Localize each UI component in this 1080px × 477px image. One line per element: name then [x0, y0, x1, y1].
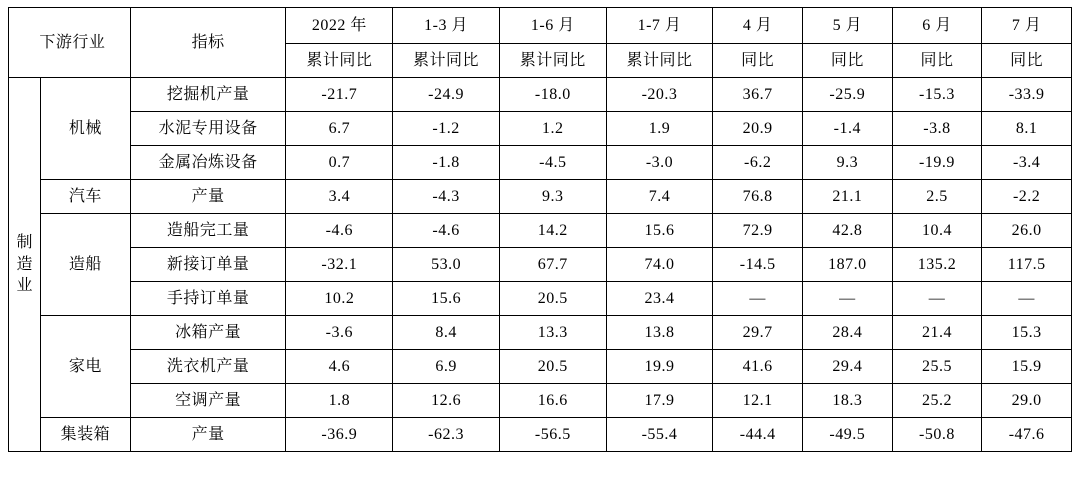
table-row	[9, 384, 1072, 418]
indicator-refrigerator-output: 冰箱产量	[130, 316, 286, 350]
header-sector-label: 下游行业	[9, 8, 131, 78]
spine-manufacturing	[9, 78, 41, 452]
cell-value: 41.6	[713, 350, 803, 384]
cell-value: 9.3	[499, 180, 606, 214]
cell-value: -21.7	[286, 78, 393, 112]
cell-value: —	[713, 282, 803, 316]
cell-value: -62.3	[393, 418, 500, 452]
cell-value: 36.7	[713, 78, 803, 112]
cell-value: 16.6	[499, 384, 606, 418]
cell-value: -24.9	[393, 78, 500, 112]
cell-value: —	[892, 282, 982, 316]
header-period-0: 2022 年	[286, 8, 393, 44]
cell-value: 29.0	[982, 384, 1072, 418]
cell-value: 74.0	[606, 248, 713, 282]
cell-value: 15.9	[982, 350, 1072, 384]
cell-value: -55.4	[606, 418, 713, 452]
indicator-metal-smelting-equipment: 金属冶炼设备	[130, 146, 286, 180]
cell-value: -4.3	[393, 180, 500, 214]
header-measure-1: 累计同比	[393, 44, 500, 78]
cell-value: -47.6	[982, 418, 1072, 452]
indicator-output: 产量	[130, 180, 286, 214]
cell-value: -18.0	[499, 78, 606, 112]
cell-value: 13.3	[499, 316, 606, 350]
cell-value: -3.6	[286, 316, 393, 350]
cell-value: 1.2	[499, 112, 606, 146]
cell-value: 26.0	[982, 214, 1072, 248]
cell-value: 2.5	[892, 180, 982, 214]
table-row	[9, 78, 1072, 112]
sector-shipbuilding: 造船	[41, 214, 131, 316]
cell-value: 42.8	[803, 214, 893, 248]
cell-value: 20.9	[713, 112, 803, 146]
cell-value: 7.4	[606, 180, 713, 214]
cell-value: -19.9	[892, 146, 982, 180]
cell-value: -56.5	[499, 418, 606, 452]
cell-value: 72.9	[713, 214, 803, 248]
cell-value: 17.9	[606, 384, 713, 418]
table-row	[9, 214, 1072, 248]
cell-value: 135.2	[892, 248, 982, 282]
cell-value: 3.4	[286, 180, 393, 214]
sector-machinery: 机械	[41, 78, 131, 180]
header-indicator-label: 指标	[130, 8, 286, 78]
cell-value: 20.5	[499, 350, 606, 384]
header-period-6: 6 月	[892, 8, 982, 44]
table-row	[9, 282, 1072, 316]
header-measure-4: 同比	[713, 44, 803, 78]
indicator-output: 产量	[130, 418, 286, 452]
cell-value: 15.6	[606, 214, 713, 248]
header-measure-3: 累计同比	[606, 44, 713, 78]
header-measure-7: 同比	[982, 44, 1072, 78]
cell-value: 23.4	[606, 282, 713, 316]
cell-value: 25.5	[892, 350, 982, 384]
cell-value: -49.5	[803, 418, 893, 452]
cell-value: -32.1	[286, 248, 393, 282]
header-measure-2: 累计同比	[499, 44, 606, 78]
cell-value: -20.3	[606, 78, 713, 112]
cell-value: -4.6	[393, 214, 500, 248]
table-row	[9, 146, 1072, 180]
cell-value: 12.6	[393, 384, 500, 418]
table-row	[9, 180, 1072, 214]
cell-value: 21.1	[803, 180, 893, 214]
cell-value: 14.2	[499, 214, 606, 248]
cell-value: 15.3	[982, 316, 1072, 350]
cell-value: -14.5	[713, 248, 803, 282]
header-row-periods	[9, 8, 1072, 44]
table-header	[9, 8, 1072, 78]
cell-value: 19.9	[606, 350, 713, 384]
header-period-2: 1-6 月	[499, 8, 606, 44]
cell-value: -3.4	[982, 146, 1072, 180]
table-row	[9, 316, 1072, 350]
indicator-excavator-output: 挖掘机产量	[130, 78, 286, 112]
cell-value: —	[803, 282, 893, 316]
cell-value: 8.4	[393, 316, 500, 350]
table-row	[9, 418, 1072, 452]
indicator-new-orders: 新接订单量	[130, 248, 286, 282]
cell-value: -3.8	[892, 112, 982, 146]
cell-value: 29.4	[803, 350, 893, 384]
table-row	[9, 248, 1072, 282]
cell-value: 29.7	[713, 316, 803, 350]
cell-value: 8.1	[982, 112, 1072, 146]
table-row	[9, 350, 1072, 384]
cell-value: 76.8	[713, 180, 803, 214]
cell-value: 6.7	[286, 112, 393, 146]
spine-manufacturing-label: 制 造 业	[16, 234, 33, 295]
cell-value: 9.3	[803, 146, 893, 180]
header-period-1: 1-3 月	[393, 8, 500, 44]
header-period-3: 1-7 月	[606, 8, 713, 44]
cell-value: 13.8	[606, 316, 713, 350]
indicator-air-conditioner-output: 空调产量	[130, 384, 286, 418]
cell-value: 6.9	[393, 350, 500, 384]
downstream-industry-table	[8, 7, 1072, 452]
cell-value: 10.2	[286, 282, 393, 316]
cell-value: 67.7	[499, 248, 606, 282]
sector-automobile: 汽车	[41, 180, 131, 214]
cell-value: -1.8	[393, 146, 500, 180]
cell-value: -1.4	[803, 112, 893, 146]
cell-value: 0.7	[286, 146, 393, 180]
indicator-washing-machine-output: 洗衣机产量	[130, 350, 286, 384]
cell-value: 1.8	[286, 384, 393, 418]
cell-value: 187.0	[803, 248, 893, 282]
sector-home-appliance: 家电	[41, 316, 131, 418]
header-period-7: 7 月	[982, 8, 1072, 44]
cell-value: 1.9	[606, 112, 713, 146]
cell-value: -33.9	[982, 78, 1072, 112]
cell-value: -25.9	[803, 78, 893, 112]
cell-value: —	[982, 282, 1072, 316]
cell-value: 28.4	[803, 316, 893, 350]
indicator-cement-equipment: 水泥专用设备	[130, 112, 286, 146]
cell-value: 20.5	[499, 282, 606, 316]
cell-value: 4.6	[286, 350, 393, 384]
indicator-order-backlog: 手持订单量	[130, 282, 286, 316]
header-period-4: 4 月	[713, 8, 803, 44]
cell-value: -2.2	[982, 180, 1072, 214]
header-measure-0: 累计同比	[286, 44, 393, 78]
cell-value: -3.0	[606, 146, 713, 180]
cell-value: -36.9	[286, 418, 393, 452]
cell-value: -44.4	[713, 418, 803, 452]
cell-value: 10.4	[892, 214, 982, 248]
cell-value: 25.2	[892, 384, 982, 418]
header-period-5: 5 月	[803, 8, 893, 44]
cell-value: -6.2	[713, 146, 803, 180]
sector-container: 集装箱	[41, 418, 131, 452]
indicator-ship-completions: 造船完工量	[130, 214, 286, 248]
cell-value: 117.5	[982, 248, 1072, 282]
cell-value: 15.6	[393, 282, 500, 316]
cell-value: 18.3	[803, 384, 893, 418]
cell-value: 21.4	[892, 316, 982, 350]
header-measure-5: 同比	[803, 44, 893, 78]
cell-value: -50.8	[892, 418, 982, 452]
cell-value: -4.5	[499, 146, 606, 180]
cell-value: 53.0	[393, 248, 500, 282]
table-row	[9, 112, 1072, 146]
table-body	[9, 78, 1072, 452]
cell-value: 12.1	[713, 384, 803, 418]
cell-value: -15.3	[892, 78, 982, 112]
header-measure-6: 同比	[892, 44, 982, 78]
cell-value: -4.6	[286, 214, 393, 248]
cell-value: -1.2	[393, 112, 500, 146]
